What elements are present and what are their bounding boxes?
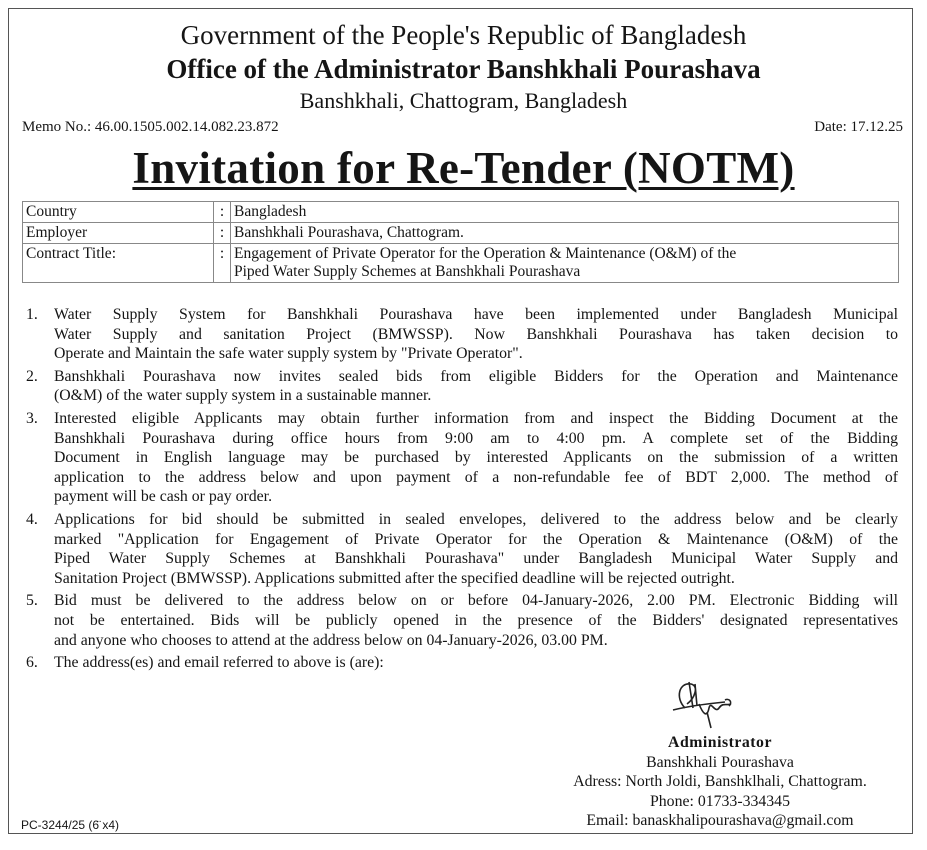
info-value-line: Engagement of Private Operator for the Operation & Maintenance (O&M) of the <box>234 245 737 262</box>
signatory-address: Adress: North Joldi, Banshklhali, Chattogram. <box>573 773 867 790</box>
paragraph-number: 6. <box>26 654 38 672</box>
notice-paragraphs <box>22 305 898 676</box>
info-value-line: Bangladesh <box>234 203 307 220</box>
paragraph-line: Interested eligible Applicants may obtain further information from and inspect the Bidding Document at the <box>54 409 898 427</box>
paragraph-line: Banshkhali Pourashava now invites sealed bids from eligible Bidders for the Operation and Maintenance <box>54 367 898 385</box>
info-row <box>23 202 899 223</box>
paragraph-line: Sanitation Project (BMWSSP). Applications submitted after the specified deadline will be rejected outright. <box>54 569 735 587</box>
info-key: Employer <box>23 223 214 244</box>
paragraph-text <box>54 305 898 364</box>
signatory-title: Administrator <box>668 734 772 751</box>
paragraph-line: Water Supply System for Banshkhali Pourashava have been implemented under Bangladesh Municipal <box>54 306 898 323</box>
notice-title: Invitation for Re-Tender (NOTM) <box>132 143 795 193</box>
info-key: Country <box>23 202 214 223</box>
office-heading: Office of the Administrator Banshkhali Pourashava <box>166 54 761 84</box>
numbered-paragraph <box>22 367 898 406</box>
contract-info-table <box>22 201 899 283</box>
info-key: Contract Title: <box>23 244 214 283</box>
paragraph-line: Banshkhali Pourashava during office hours from 9:00 am to 4:00 pm. A complete set of the Bidding <box>54 429 898 447</box>
info-separator: : <box>214 223 231 244</box>
info-separator: : <box>214 244 231 283</box>
paragraph-text <box>54 653 898 673</box>
memo-number: Memo No.: 46.00.1505.002.14.082.23.872 <box>22 119 279 135</box>
info-row <box>23 223 899 244</box>
government-heading: Government of the People's Republic of Bangladesh <box>180 20 747 50</box>
paragraph-line: (O&M) of the water supply system in a sustainable manner. <box>54 387 432 405</box>
paragraph-line: and anyone who chooses to attend at the address below on 04-January-2026, 03.00 PM. <box>54 631 608 649</box>
numbered-paragraph <box>22 591 898 650</box>
paragraph-line: payment will be cash or pay order. <box>54 488 273 506</box>
numbered-paragraph <box>22 510 898 588</box>
paragraph-number: 4. <box>26 510 38 528</box>
info-value <box>231 244 899 283</box>
info-value <box>231 202 899 223</box>
paragraph-number: 3. <box>26 409 38 427</box>
paragraph-line: Operate and Maintain the safe water supply system by "Private Operator". <box>54 345 523 363</box>
memo-date: Date: 17.12.25 <box>814 119 903 135</box>
info-value <box>231 223 899 244</box>
signatory-email: Email: banaskhalipourashava@gmail.com <box>586 812 854 829</box>
paragraph-text <box>54 591 898 650</box>
paragraph-line: Bid must be delivered to the address below on or before 04-January-2026, 2.00 PM. Electronic Bidding will <box>54 592 898 610</box>
info-row <box>23 244 899 283</box>
paragraph-text <box>54 510 898 588</box>
paragraph-text <box>54 367 898 406</box>
paragraph-line: application to the address below and upon payment of a non-refundable fee of BDT 2,000. The method of <box>54 468 898 486</box>
signature-block <box>520 733 920 831</box>
paragraph-line: Piped Water Supply Schemes at Banshkhali Pourashava" under Bangladesh Municipal Water Supply and <box>54 550 898 568</box>
paragraph-number: 5. <box>26 592 38 610</box>
signatory-org: Banshkhali Pourashava <box>646 753 794 771</box>
paragraph-line: Applications for bid should be submitted in sealed envelopes, delivered to the address below and be clearly <box>54 510 898 528</box>
paragraph-line: The address(es) and email referred to above is (are): <box>54 654 384 672</box>
signature-image <box>665 678 745 730</box>
info-value-line: Piped Water Supply Schemes at Banshkhali Pourashava <box>234 263 581 280</box>
info-separator: : <box>214 202 231 223</box>
paragraph-text <box>54 409 898 507</box>
paragraph-line: Document in English language may be purchased by interested Applicants on the submission of a written <box>54 449 898 467</box>
office-location: Banshkhali, Chattogram, Bangladesh <box>299 88 628 113</box>
paragraph-number: 1. <box>26 306 38 323</box>
info-value-line: Banshkhali Pourashava, Chattogram. <box>234 224 464 241</box>
numbered-paragraph <box>22 409 898 507</box>
signatory-phone: Phone: 01733-334345 <box>650 792 790 810</box>
numbered-paragraph <box>22 653 898 673</box>
publication-code: PC-3244/25 (6̈ x4) <box>21 818 120 832</box>
paragraph-line: marked "Application for Engagement of Private Operator for the Operation & Maintenance (O&M) of the <box>54 530 898 548</box>
paragraph-number: 2. <box>26 367 38 385</box>
paragraph-line: not be entertained. Bids will be publicly opened in the presence of the Bidders' designated representatives <box>54 611 898 629</box>
paragraph-line: Water Supply and sanitation Project (BMWSSP). Now Banshkhali Pourashava has taken decision to <box>54 325 898 343</box>
numbered-paragraph <box>22 305 898 364</box>
